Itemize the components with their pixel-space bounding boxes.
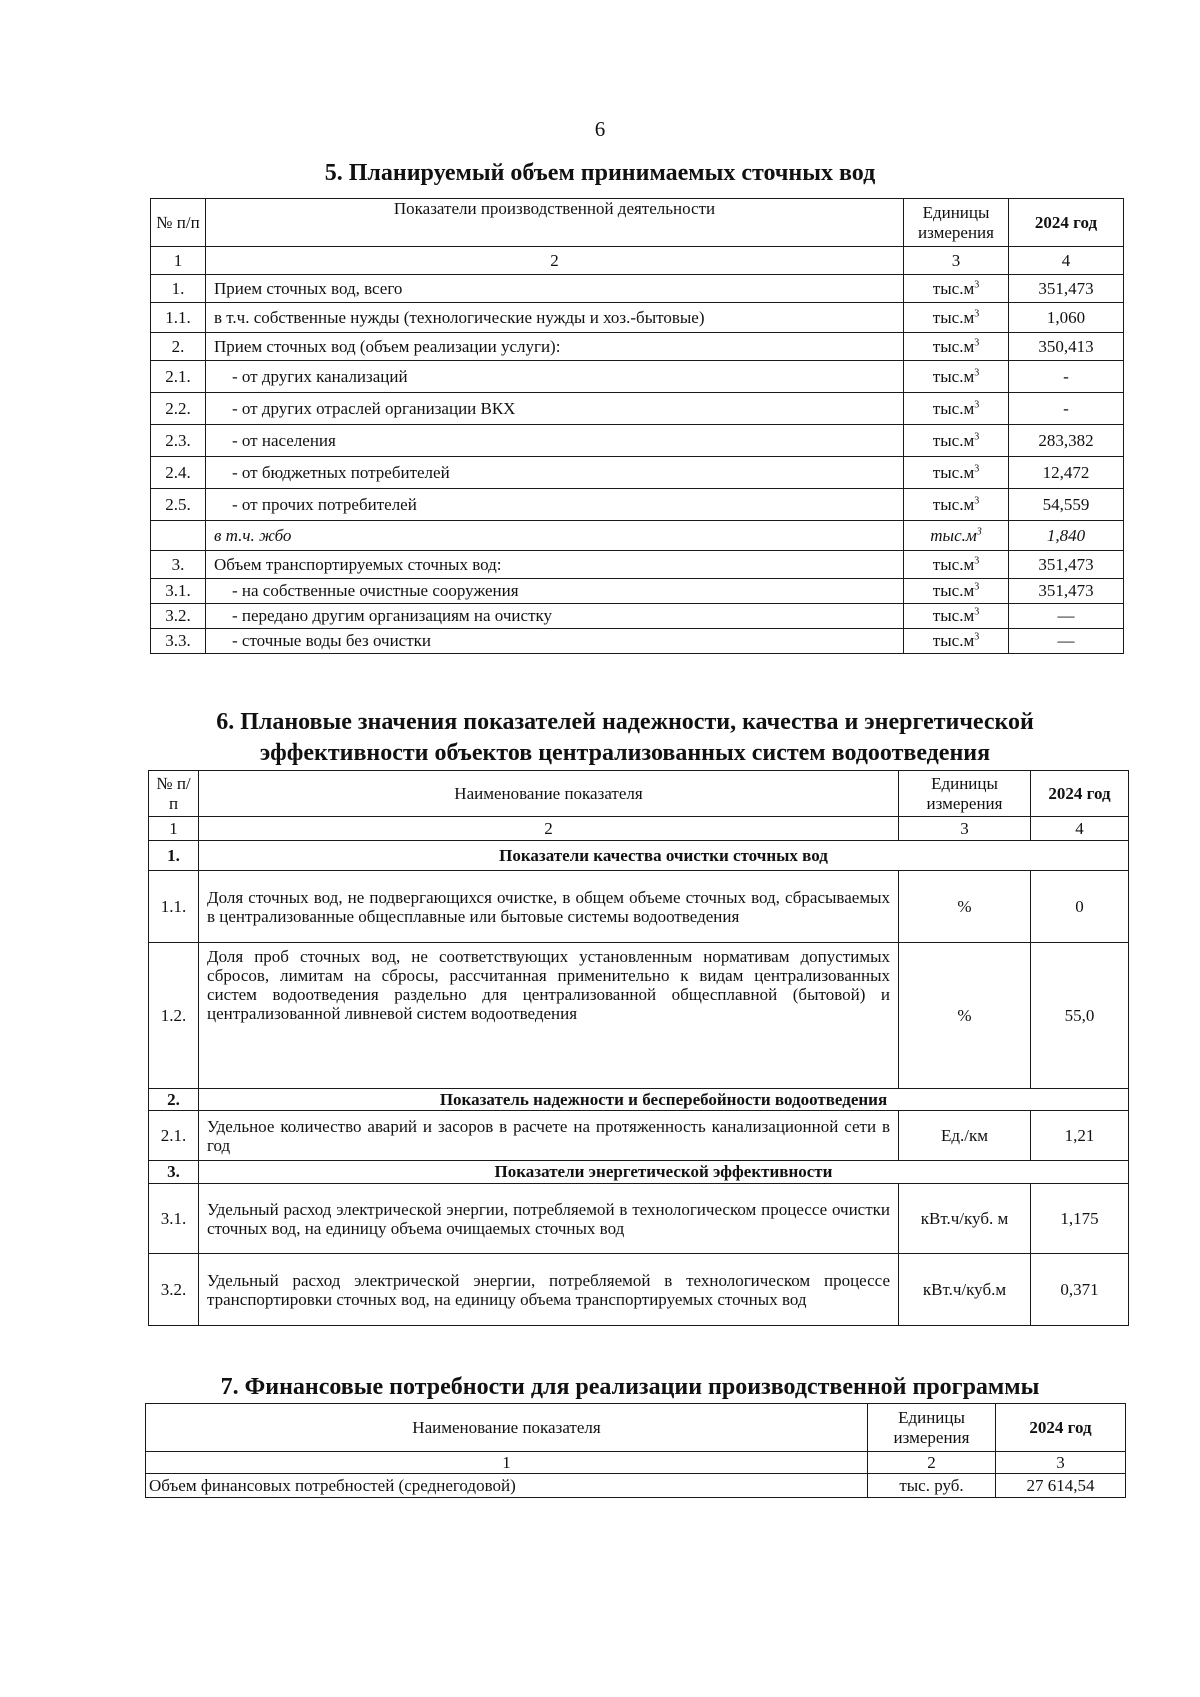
unit-base: тыс.м bbox=[932, 494, 975, 514]
row-name: Прием сточных вод, всего bbox=[206, 275, 904, 303]
row-name: - на собственные очистные сооружения bbox=[206, 579, 904, 604]
page-number: 6 bbox=[594, 117, 606, 141]
row-name: Доля проб сточных вод, не соответствующих установленным нормативам допустимых сбросов, лимитам на сбросы, рассчитанная применительно к видам централизованных систем водоотведения раздельно для централизованной общесплавной (бытовой) и централизованной ливневой систем водоотведения bbox=[199, 943, 899, 1089]
row-num bbox=[151, 521, 206, 551]
section6-title-line1: 6. Плановые значения показателей надежности, качества и энергетической bbox=[216, 709, 1034, 735]
row-unit: тыс. руб. bbox=[868, 1474, 996, 1498]
unit-base: тыс.м bbox=[932, 398, 975, 418]
row-num: 2.1. bbox=[151, 361, 206, 393]
unit-base: тыс.м bbox=[932, 278, 975, 298]
row-num: 1.2. bbox=[149, 943, 199, 1089]
row-value: 1,175 bbox=[1031, 1184, 1129, 1254]
unit-base: тыс.м bbox=[930, 525, 977, 545]
header-year: 2024 год bbox=[996, 1404, 1126, 1452]
colnum: 2 bbox=[199, 817, 899, 841]
row-value: 351,473 bbox=[1009, 275, 1124, 303]
row-unit: кВт.ч/куб. м bbox=[899, 1184, 1031, 1254]
section6-table bbox=[148, 770, 1129, 1326]
row-unit: % bbox=[899, 871, 1031, 943]
colnum: 3 bbox=[904, 247, 1009, 275]
group-num: 2. bbox=[149, 1089, 199, 1111]
header-unit: Единицы измерения bbox=[868, 1404, 996, 1452]
table-row bbox=[151, 551, 1124, 579]
section7-title: 7. Финансовые потребности для реализации производственной программы bbox=[220, 1374, 1040, 1400]
unit-base: тыс.м bbox=[932, 462, 975, 482]
row-value: 54,559 bbox=[1009, 489, 1124, 521]
row-name: Объем транспортируемых сточных вод: bbox=[206, 551, 904, 579]
group-num: 1. bbox=[149, 841, 199, 871]
unit-superscript: 3 bbox=[974, 278, 980, 290]
table-row bbox=[151, 393, 1124, 425]
row-name: в т.ч. собственные нужды (технологические нужды и хоз.-бытовые) bbox=[206, 303, 904, 333]
table-row bbox=[151, 275, 1124, 303]
row-value: 1,060 bbox=[1009, 303, 1124, 333]
row-num: 2. bbox=[151, 333, 206, 361]
table-row bbox=[151, 303, 1124, 333]
row-num: 3.1. bbox=[149, 1184, 199, 1254]
colnum: 1 bbox=[149, 817, 199, 841]
colnum: 3 bbox=[899, 817, 1031, 841]
row-unit bbox=[904, 629, 1009, 654]
row-value: 1,21 bbox=[1031, 1111, 1129, 1161]
row-name: в т.ч. жбо bbox=[206, 521, 904, 551]
row-unit bbox=[904, 393, 1009, 425]
header-num: № п/п bbox=[151, 199, 206, 247]
group-num: 3. bbox=[149, 1161, 199, 1184]
table-row bbox=[151, 425, 1124, 457]
header-year: 2024 год bbox=[1031, 771, 1129, 817]
row-unit: % bbox=[899, 943, 1031, 1089]
row-num: 3.1. bbox=[151, 579, 206, 604]
row-num: 2.2. bbox=[151, 393, 206, 425]
unit-superscript: 3 bbox=[974, 336, 980, 348]
unit-superscript: 3 bbox=[974, 462, 980, 474]
row-value: - bbox=[1009, 361, 1124, 393]
header-indicator: Наименование показателя bbox=[146, 1404, 868, 1452]
row-name: Удельное количество аварий и засоров в расчете на протяженность канализационной сети в год bbox=[199, 1111, 899, 1161]
row-unit bbox=[904, 303, 1009, 333]
row-name: - от населения bbox=[206, 425, 904, 457]
row-name: Удельный расход электрической энергии, потребляемой в технологическом процессе очистки сточных вод, на единицу объема очищаемых сточных вод bbox=[199, 1184, 899, 1254]
group-title: Показатели энергетической эффективности bbox=[199, 1161, 1129, 1184]
row-name: - от других канализаций bbox=[206, 361, 904, 393]
table-row bbox=[151, 361, 1124, 393]
row-unit bbox=[904, 521, 1009, 551]
row-value: 351,473 bbox=[1009, 551, 1124, 579]
table-row bbox=[151, 521, 1124, 551]
row-name: Объем финансовых потребностей (среднегодовой) bbox=[146, 1474, 868, 1498]
row-value: 350,413 bbox=[1009, 333, 1124, 361]
unit-superscript: 3 bbox=[974, 494, 980, 506]
row-num: 3. bbox=[151, 551, 206, 579]
row-value: 0,371 bbox=[1031, 1254, 1129, 1326]
row-unit: Ед./км bbox=[899, 1111, 1031, 1161]
section5-title: 5. Планируемый объем принимаемых сточных вод bbox=[324, 160, 876, 186]
unit-base: тыс.м bbox=[932, 366, 975, 386]
row-unit bbox=[904, 604, 1009, 629]
row-value: 0 bbox=[1031, 871, 1129, 943]
section5-table bbox=[150, 198, 1124, 654]
row-name: - от бюджетных потребителей bbox=[206, 457, 904, 489]
row-name: Удельный расход электрической энергии, потребляемой в технологическом процессе транспортировки сточных вод, на единицу объема транспортируемых сточных вод bbox=[199, 1254, 899, 1326]
table-row bbox=[151, 333, 1124, 361]
row-value: 55,0 bbox=[1031, 943, 1129, 1089]
row-unit bbox=[904, 361, 1009, 393]
row-unit bbox=[904, 425, 1009, 457]
unit-superscript: 3 bbox=[974, 430, 980, 442]
row-num: 3.2. bbox=[149, 1254, 199, 1326]
unit-superscript: 3 bbox=[974, 606, 980, 618]
unit-base: тыс.м bbox=[932, 430, 975, 450]
unit-base: тыс.м bbox=[932, 307, 975, 327]
group-title: Показатель надежности и бесперебойности водоотведения bbox=[199, 1089, 1129, 1111]
table-row bbox=[151, 579, 1124, 604]
row-num: 1. bbox=[151, 275, 206, 303]
row-name: Доля сточных вод, не подвергающихся очистке, в общем объеме сточных вод, сбрасываемых в централизованные общесплавные или бытовые системы водоотведения bbox=[199, 871, 899, 943]
header-year: 2024 год bbox=[1009, 199, 1124, 247]
row-num: 3.2. bbox=[151, 604, 206, 629]
row-unit bbox=[904, 489, 1009, 521]
unit-superscript: 3 bbox=[974, 581, 980, 593]
section6-title-line2: эффективности объектов централизованных систем водоотведения bbox=[259, 740, 991, 766]
section7-table bbox=[145, 1403, 1126, 1498]
row-num: 1.1. bbox=[151, 303, 206, 333]
row-value: — bbox=[1009, 629, 1124, 654]
row-unit bbox=[904, 457, 1009, 489]
header-indicator: Показатели производственной деятельности bbox=[206, 199, 904, 247]
header-num: № п/п bbox=[149, 771, 199, 817]
row-unit bbox=[904, 275, 1009, 303]
colnum: 1 bbox=[151, 247, 206, 275]
header-unit: Единицы измерения bbox=[904, 199, 1009, 247]
table-row bbox=[151, 629, 1124, 654]
header-unit: Единицы измерения bbox=[899, 771, 1031, 817]
row-name: Прием сточных вод (объем реализации услуги): bbox=[206, 333, 904, 361]
row-value: 27 614,54 bbox=[996, 1474, 1126, 1498]
row-unit bbox=[904, 579, 1009, 604]
colnum: 2 bbox=[868, 1452, 996, 1474]
colnum: 2 bbox=[206, 247, 904, 275]
unit-superscript: 3 bbox=[974, 554, 980, 566]
row-unit bbox=[904, 551, 1009, 579]
unit-superscript: 3 bbox=[974, 307, 980, 319]
table-row bbox=[151, 604, 1124, 629]
colnum: 4 bbox=[1009, 247, 1124, 275]
group-title: Показатели качества очистки сточных вод bbox=[199, 841, 1129, 871]
colnum: 3 bbox=[996, 1452, 1126, 1474]
table-row bbox=[151, 457, 1124, 489]
row-value: 351,473 bbox=[1009, 579, 1124, 604]
row-value: 1,840 bbox=[1009, 521, 1124, 551]
row-unit bbox=[904, 333, 1009, 361]
row-num: 3.3. bbox=[151, 629, 206, 654]
row-value: - bbox=[1009, 393, 1124, 425]
row-num: 2.4. bbox=[151, 457, 206, 489]
unit-base: тыс.м bbox=[932, 606, 975, 625]
table-row bbox=[151, 489, 1124, 521]
unit-base: тыс.м bbox=[932, 631, 975, 650]
row-value: — bbox=[1009, 604, 1124, 629]
unit-base: тыс.м bbox=[932, 554, 975, 574]
colnum: 4 bbox=[1031, 817, 1129, 841]
unit-superscript: 3 bbox=[974, 366, 980, 378]
row-name: - от других отраслей организации ВКХ bbox=[206, 393, 904, 425]
unit-superscript: 3 bbox=[974, 398, 980, 410]
header-indicator: Наименование показателя bbox=[199, 771, 899, 817]
colnum: 1 bbox=[146, 1452, 868, 1474]
row-name: - от прочих потребителей bbox=[206, 489, 904, 521]
row-num: 2.3. bbox=[151, 425, 206, 457]
row-value: 12,472 bbox=[1009, 457, 1124, 489]
unit-superscript: 3 bbox=[976, 525, 982, 537]
unit-base: тыс.м bbox=[932, 581, 975, 600]
unit-base: тыс.м bbox=[932, 336, 975, 356]
row-num: 2.5. bbox=[151, 489, 206, 521]
row-name: - передано другим организациям на очистку bbox=[206, 604, 904, 629]
row-unit: кВт.ч/куб.м bbox=[899, 1254, 1031, 1326]
row-num: 2.1. bbox=[149, 1111, 199, 1161]
row-num: 1.1. bbox=[149, 871, 199, 943]
unit-superscript: 3 bbox=[974, 631, 980, 643]
row-value: 283,382 bbox=[1009, 425, 1124, 457]
row-name: - сточные воды без очистки bbox=[206, 629, 904, 654]
